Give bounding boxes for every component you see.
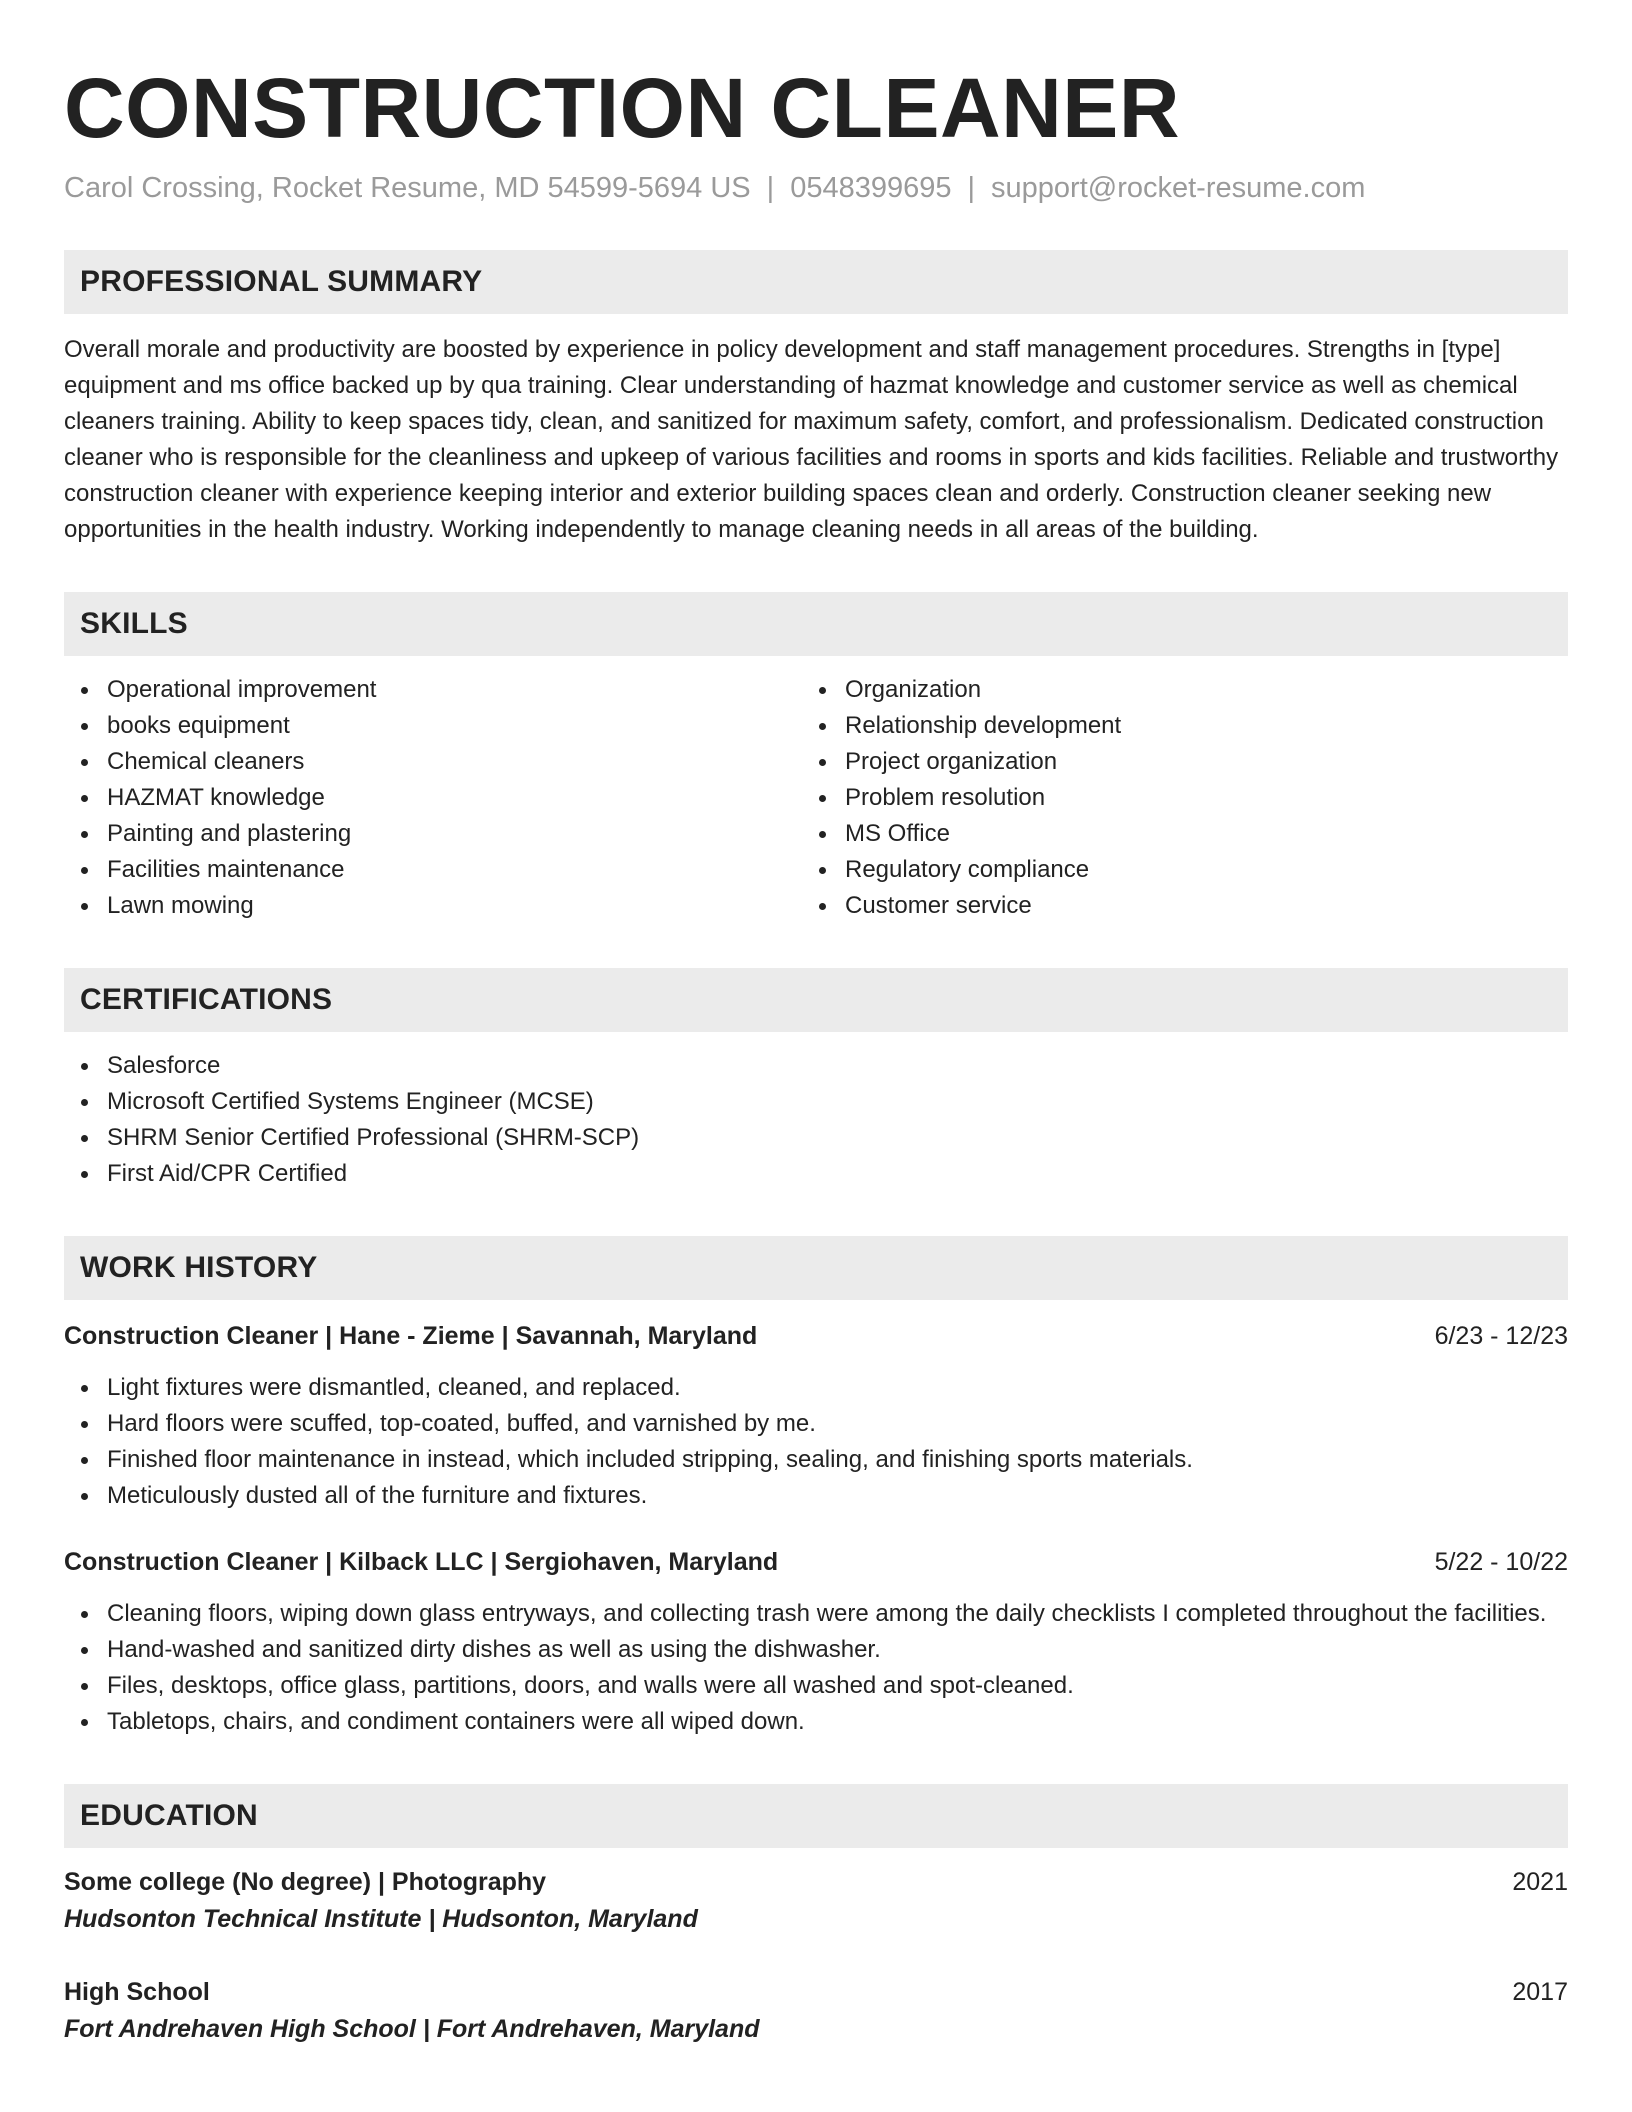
education-degree: High School xyxy=(64,1978,210,2006)
job-bullet: Finished floor maintenance in instead, which included stripping, sealing, and finishing sports materials. xyxy=(64,1442,1568,1478)
education-degree: Some college (No degree) | Photography xyxy=(64,1868,547,1896)
job-bullets xyxy=(64,1596,1568,1740)
job-bullet: Light fixtures were dismantled, cleaned, and replaced. xyxy=(64,1370,1568,1406)
job-title: Construction Cleaner | Kilback LLC | Sergiohaven, Maryland xyxy=(64,1548,779,1576)
education-entry xyxy=(64,1864,1568,1938)
skill-item: books equipment xyxy=(64,708,802,744)
job-entry xyxy=(64,1318,1568,1514)
summary-heading: PROFESSIONAL SUMMARY xyxy=(80,265,483,298)
skill-item: Painting and plastering xyxy=(64,816,802,852)
certification-item: Salesforce xyxy=(64,1048,1568,1084)
contact-separator: | xyxy=(967,172,976,204)
job-bullets xyxy=(64,1370,1568,1514)
skill-item: Lawn mowing xyxy=(64,888,802,924)
certification-item: First Aid/CPR Certified xyxy=(64,1156,1568,1192)
skill-item: Organization xyxy=(802,672,1540,708)
job-header xyxy=(64,1318,1568,1354)
summary-text: Overall morale and productivity are boosted by experience in policy development and staff management procedures. Strengths in [type] equipment and ms office backed up by qua training. Clear understanding of hazmat knowledge and customer service as well as chemical cleaners training. Ability to keep spaces tidy, clean, and sanitized for maximum safety, comfort, and professionalism. Dedicated construction cleaner who is responsible for the cleanliness and upkeep of various facilities and rooms in sports and kids facilities. Reliable and trustworthy construction cleaner with experience keeping interior and exterior building spaces clean and orderly. Construction cleaner seeking new opportunities in the health industry. Working independently to manage cleaning needs in all areas of the building. xyxy=(64,336,1559,543)
work-history-section-header xyxy=(64,1236,1568,1300)
contact-phone: 0548399695 xyxy=(790,172,952,204)
job-bullet: Cleaning floors, wiping down glass entryways, and collecting trash were among the daily checklists I completed throughout the facilities. xyxy=(64,1596,1568,1632)
skills-list-right xyxy=(802,672,1540,924)
summary-section-header xyxy=(64,250,1568,314)
certifications-list xyxy=(64,1048,1568,1192)
education-entry xyxy=(64,1974,1568,2048)
certification-item: Microsoft Certified Systems Engineer (MCSE) xyxy=(64,1084,1568,1120)
job-bullet: Files, desktops, office glass, partitions, doors, and walls were all washed and spot-cleaned. xyxy=(64,1668,1568,1704)
skill-item: Operational improvement xyxy=(64,672,802,708)
skill-item: Problem resolution xyxy=(802,780,1540,816)
job-dates: 6/23 - 12/23 xyxy=(1434,1322,1568,1350)
job-entry xyxy=(64,1544,1568,1740)
job-bullet: Meticulously dusted all of the furniture and fixtures. xyxy=(64,1478,1568,1514)
skills-heading: SKILLS xyxy=(80,607,188,640)
resume-title: CONSTRUCTION CLEANER xyxy=(64,61,1180,155)
certifications-heading: CERTIFICATIONS xyxy=(80,983,333,1016)
skill-item: Regulatory compliance xyxy=(802,852,1540,888)
contact-email[interactable]: support@rocket-resume.com xyxy=(991,172,1366,204)
skill-item: Chemical cleaners xyxy=(64,744,802,780)
job-dates: 5/22 - 10/22 xyxy=(1434,1548,1568,1576)
job-title: Construction Cleaner | Hane - Zieme | Savannah, Maryland xyxy=(64,1322,758,1350)
skills-section-header xyxy=(64,592,1568,656)
job-bullet: Tabletops, chairs, and condiment containers were all wiped down. xyxy=(64,1704,1568,1740)
skill-item: HAZMAT knowledge xyxy=(64,780,802,816)
education-header xyxy=(64,1974,1568,2010)
education-year: 2017 xyxy=(1512,1978,1568,2006)
skill-item: Customer service xyxy=(802,888,1540,924)
certifications-section-header xyxy=(64,968,1568,1032)
skill-item: Project organization xyxy=(802,744,1540,780)
education-header xyxy=(64,1864,1568,1900)
certification-item: SHRM Senior Certified Professional (SHRM-SCP) xyxy=(64,1120,1568,1156)
job-bullet: Hand-washed and sanitized dirty dishes as well as using the dishwasher. xyxy=(64,1632,1568,1668)
skills-grid xyxy=(64,672,1568,924)
education-heading: EDUCATION xyxy=(80,1799,258,1832)
skill-item: Facilities maintenance xyxy=(64,852,802,888)
skills-list-left xyxy=(64,672,802,924)
work-history-heading: WORK HISTORY xyxy=(80,1251,318,1284)
education-school: Hudsonton Technical Institute | Hudsonton, Maryland xyxy=(64,1905,698,1933)
job-bullet: Hard floors were scuffed, top-coated, buffed, and varnished by me. xyxy=(64,1406,1568,1442)
education-school: Fort Andrehaven High School | Fort Andrehaven, Maryland xyxy=(64,2015,760,2043)
job-header xyxy=(64,1544,1568,1580)
education-section-header xyxy=(64,1784,1568,1848)
contact-address: Carol Crossing, Rocket Resume, MD 54599-5694 US xyxy=(64,172,751,204)
skill-item: MS Office xyxy=(802,816,1540,852)
education-year: 2021 xyxy=(1512,1868,1568,1896)
contact-separator: | xyxy=(766,172,775,204)
contact-line xyxy=(64,170,1568,206)
skill-item: Relationship development xyxy=(802,708,1540,744)
